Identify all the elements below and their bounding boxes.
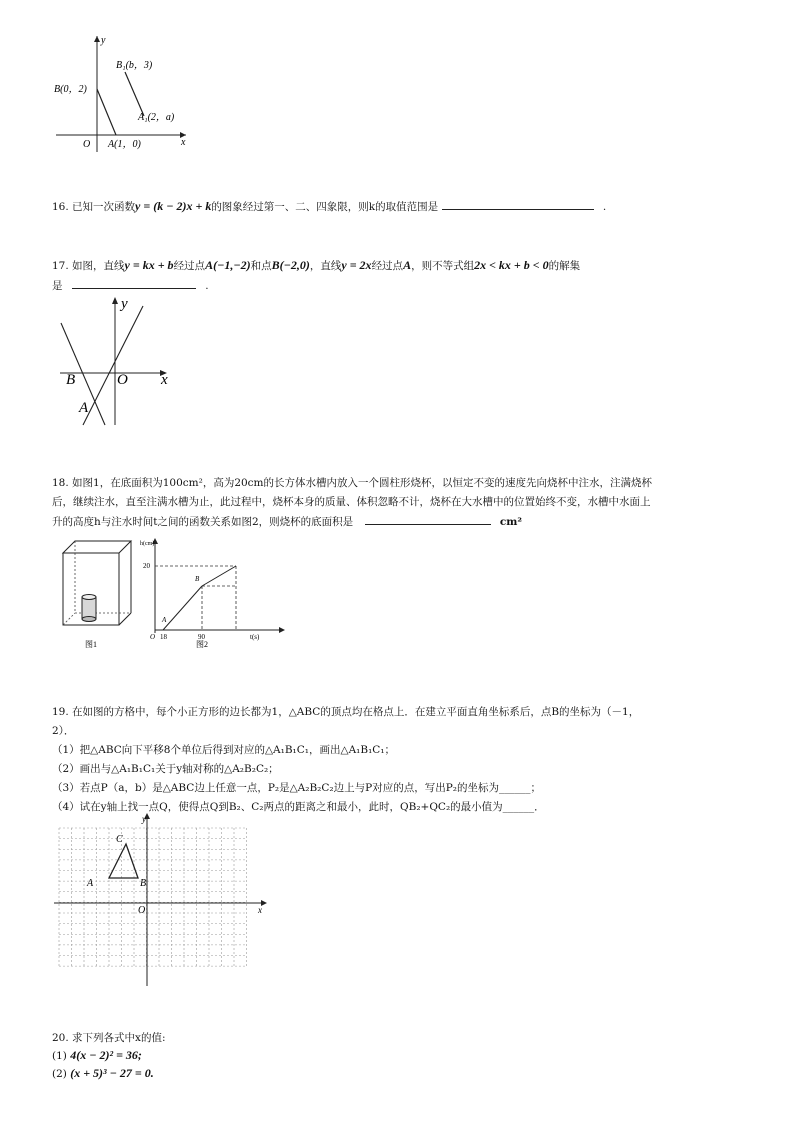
question-number: 19. xyxy=(52,706,69,718)
question-text: 的图象经过第一、二、四象限，则k的取值范围是 xyxy=(211,201,439,213)
question-19-line-2 xyxy=(52,724,74,738)
period: . xyxy=(602,201,607,213)
point-c-label: C xyxy=(116,834,123,845)
question-19-item-2 xyxy=(52,762,279,776)
point-b-label: B xyxy=(195,575,200,583)
question-17-line-2 xyxy=(52,278,209,293)
x-axis-label: x xyxy=(161,372,168,388)
beaker-top xyxy=(82,595,96,600)
segment-ab xyxy=(97,89,116,135)
triangle-abc xyxy=(109,844,138,878)
x-axis-label: x xyxy=(258,905,262,915)
question-text: 如图1，在底面积为100cm²，高为20cm的长方体水槽内放入一个圆柱形烧杯，以恒定不变的速度先向烧杯中注水，注满烧杯 xyxy=(72,477,653,489)
question-18-line-1 xyxy=(52,476,652,490)
y-axis-label: h(cm) xyxy=(140,541,155,547)
origin-label: O xyxy=(117,372,128,388)
segment-a1b1 xyxy=(125,72,144,116)
point-b-label: B xyxy=(140,878,147,889)
coordinate-figure-q17 xyxy=(55,293,180,428)
origin-label: O xyxy=(83,139,91,150)
question-text: 升的高度h与注水时间t之间的函数关系如图2，则烧杯的底面积是 xyxy=(52,516,354,528)
item-prefix: (2) xyxy=(52,1068,67,1080)
y-axis-arrow xyxy=(112,297,118,304)
tank-figure-1 xyxy=(55,535,135,651)
tick-label-18: 18 xyxy=(160,633,167,641)
item-prefix: (1) xyxy=(52,1050,67,1062)
math-expression: 2x < kx + b < 0 xyxy=(474,258,549,272)
origin-label: O xyxy=(138,905,146,916)
question-text: 求下列各式中x的值: xyxy=(72,1032,166,1044)
grid-figure-q19 xyxy=(52,810,277,988)
question-text: 2）． xyxy=(52,725,75,737)
x-axis-arrow xyxy=(279,627,285,633)
math-expression: y = (k − 2)x + k xyxy=(135,199,212,213)
period: . xyxy=(205,280,209,292)
point-a1-label: A₁(2，a) xyxy=(138,112,175,123)
question-19-item-1 xyxy=(52,743,395,757)
figure-2-caption: 图2 xyxy=(196,640,208,649)
question-17-line-1 xyxy=(52,258,580,273)
math-equation: (x + 5)³ − 27 = 0. xyxy=(70,1066,154,1080)
grid-lines xyxy=(59,828,247,968)
question-number: 17. xyxy=(52,260,69,272)
question-text: 后，继续注水，直至注满水槽为止，此过程中，烧杯本身的质量、体积忽略不计，烧杯在大水槽中的位置始终不变，水槽中水面上 xyxy=(52,496,651,508)
question-text: 经过点 xyxy=(371,260,404,272)
origin-label: O xyxy=(150,633,156,641)
math-expression: y = kx + b xyxy=(124,258,174,272)
question-text: 已知一次函数 xyxy=(72,201,136,213)
line-y-2x xyxy=(83,306,143,425)
graph-segment-1 xyxy=(163,586,202,630)
question-text: （2）画出与△A₁B₁C₁关于y轴对称的△A₂B₂C₂； xyxy=(52,763,279,775)
question-text: ，直线 xyxy=(309,260,342,272)
tank-edge xyxy=(119,613,131,625)
question-number: 16. xyxy=(52,201,69,213)
question-16 xyxy=(52,199,606,214)
beaker-bottom xyxy=(82,617,96,622)
tick-label-20: 20 xyxy=(143,562,150,570)
x-axis-label: x xyxy=(181,137,186,148)
point-a-label: A xyxy=(162,616,167,624)
question-19-line-1 xyxy=(52,705,639,719)
question-18-line-2 xyxy=(52,495,651,509)
point-a-label: A xyxy=(79,400,89,416)
y-axis-label: y xyxy=(142,814,146,824)
point-a-label: A xyxy=(87,878,94,889)
x-axis-label: t(s) xyxy=(250,633,260,641)
beaker-body xyxy=(82,597,96,619)
question-number: 18. xyxy=(52,477,69,489)
tick-label-90: 90 xyxy=(198,633,205,641)
question-text: 如图，直线 xyxy=(72,260,125,272)
point-a-label: A(1，0) xyxy=(108,139,141,150)
point-b-label: B(0，2) xyxy=(54,84,87,95)
point-b-label: B xyxy=(66,372,76,388)
question-text: （1）把△ABC向下平移8个单位后得到对应的△A₁B₁C₁，画出△A₁B₁C₁； xyxy=(52,744,396,756)
question-20 xyxy=(52,1031,166,1045)
y-axis-label: y xyxy=(101,35,106,46)
question-text: （4）试在y轴上找一点Q，使得点Q到B₂、C₂两点的距离之和最小，此时，QB₂+QC₂的最小值为______． xyxy=(52,801,545,813)
question-20-item-1 xyxy=(52,1048,142,1063)
question-text: ，则不等式组 xyxy=(411,260,475,272)
question-19-item-3 xyxy=(52,781,541,795)
question-text: 在如图的方格中，每个小正方形的边长都为1，△ABC的顶点均在格点上．在建立平面直角坐标系后，点B的坐标为（－1， xyxy=(72,706,640,718)
figure-1-caption: 图1 xyxy=(85,640,97,649)
question-text: 的解集 xyxy=(548,260,581,272)
question-text: 是 xyxy=(52,280,63,292)
math-expression: B(−2,0) xyxy=(271,258,310,272)
answer-blank[interactable] xyxy=(442,199,594,210)
y-axis-label: y xyxy=(121,296,128,312)
question-text: （3）若点P（a，b）是△ABC边上任意一点，P₂是△A₂B₂C₂边上与P对应的点，写出P₂的坐标为______； xyxy=(52,782,541,794)
question-20-item-2 xyxy=(52,1066,154,1081)
unit-label: cm² xyxy=(499,516,522,528)
question-18-line-3 xyxy=(52,514,522,529)
math-equation: 4(x − 2)² = 36; xyxy=(70,1048,142,1062)
question-text: 和点 xyxy=(250,260,272,272)
math-expression: y = 2x xyxy=(341,258,372,272)
question-text: 经过点 xyxy=(173,260,206,272)
answer-blank[interactable] xyxy=(365,514,491,525)
graph-segment-2 xyxy=(202,566,236,586)
tank-hidden-edge xyxy=(63,613,75,625)
tank-top xyxy=(63,541,131,553)
math-expression: A xyxy=(403,258,412,272)
question-number: 20. xyxy=(52,1032,69,1044)
coordinate-figure-q15 xyxy=(50,30,200,155)
function-graph-figure-2 xyxy=(140,535,290,651)
answer-blank[interactable] xyxy=(72,278,196,289)
math-expression: A(−1,−2) xyxy=(205,258,251,272)
y-axis-arrow xyxy=(94,36,100,42)
point-b1-label: B₁(b，3) xyxy=(116,60,153,71)
